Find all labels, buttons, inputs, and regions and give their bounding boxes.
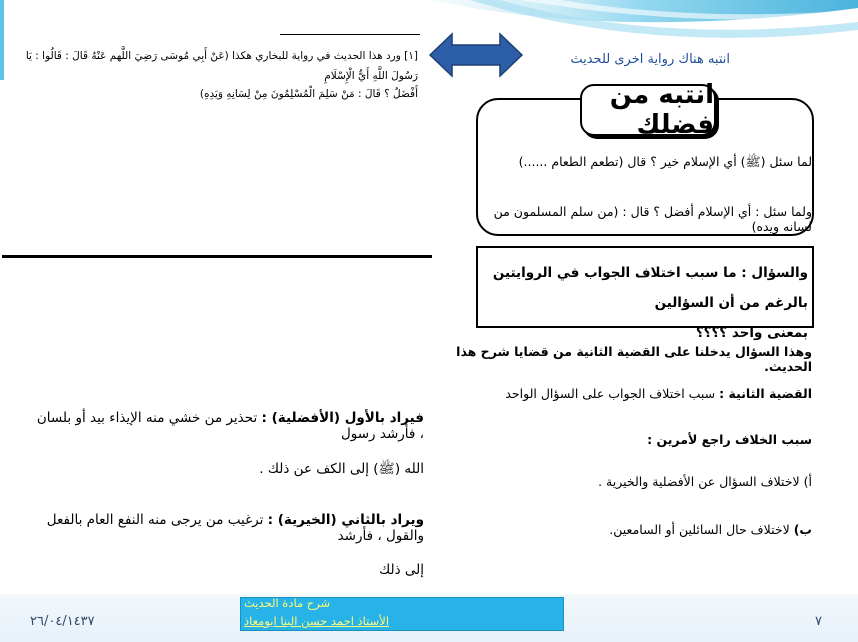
left-paragraph-2: [34, 512, 424, 544]
question-line-1: والسؤال : ما سبب اختلاف الجواب في الروايتين بالرغم من أن السؤالين: [492, 265, 808, 311]
double-arrow-icon: [428, 32, 524, 78]
item-a: أ) لاختلاف السؤال عن الأفضلية والخيرية .: [598, 474, 812, 489]
item-b-text: لاختلاف حال السائلين أو السامعين.: [609, 522, 790, 537]
item-b: [432, 522, 812, 537]
footer-course: شرح مادة الحديث: [244, 596, 331, 610]
footer-teacher: الأستاذ احمد حسن البنا ابومعاذ: [244, 614, 390, 628]
question-text: [482, 258, 808, 348]
p2-label: ويراد بالثاني (الخيرية) :: [267, 512, 424, 528]
cause-heading: سبب الخلاف راجع لأمرين :: [647, 432, 812, 447]
question-line-2: بمعنى واحد ؟؟؟؟: [695, 325, 808, 341]
left-paragraph-1-cont: الله (ﷺ) إلى الكف عن ذلك .: [259, 461, 424, 477]
footnote-line-1: [١] ورد هذا الحديث في رواية للبخاري هكذا (عَنْ أَبِي مُوسَى رَضِيَ اللَّهم عَنْهُ قَالَ : قَالُوا : يَا رَسُولَ اللَّهِ أَيُّ الْإِسْلَامِ: [25, 50, 418, 82]
panel-question-1: لما سئل (ﷺ) أي الإسلام خير ؟ قال (تطعم الطعام ......): [518, 154, 812, 169]
panel-question-2: ولما سئل : أي الإسلام أفضل ؟ قال : (من سلم المسلمون من لسانه ويده): [493, 204, 812, 234]
page-number: ٧: [815, 614, 822, 629]
panel-title: انتبه من فضلك: [580, 84, 716, 136]
issue-label: القضية الثانية :: [719, 386, 812, 401]
p2-text: ترغيب من يرجى منه النفع العام بالفعل والقول ، فأرشد: [46, 512, 424, 544]
left-paragraph-1: [34, 410, 424, 442]
issue-text: سبب اختلاف الجواب على السؤال الواحد: [505, 386, 716, 401]
p1-text: تحذير من خشي منه الإيذاء بيد أو بلسان ، فأرشد رسول: [36, 410, 424, 442]
footnote-line-2: أَفْضَلُ ؟ قَالَ : مَنْ سَلِمَ الْمُسْلِمُونَ مِنْ لِسَانِهِ وَيَدِهِ): [199, 88, 418, 100]
p1-label: فيراد بالأول (الأفضلية) :: [261, 410, 424, 426]
left-paragraph-2-cont: إلى ذلك: [379, 562, 424, 578]
intro-text: وهذا السؤال يدخلنا على القضية الثانية من قضايا شرح هذا الحديث.: [456, 344, 812, 374]
section-divider: [2, 255, 432, 258]
footnote-separator: [280, 34, 420, 35]
footer-date: ٢٦/٠٤/١٤٣٧: [30, 614, 95, 629]
issue-line: [432, 386, 812, 401]
callout-note: انتبه هناك رواية اخرى للحديث: [570, 52, 730, 67]
item-b-label: ب): [793, 522, 812, 537]
